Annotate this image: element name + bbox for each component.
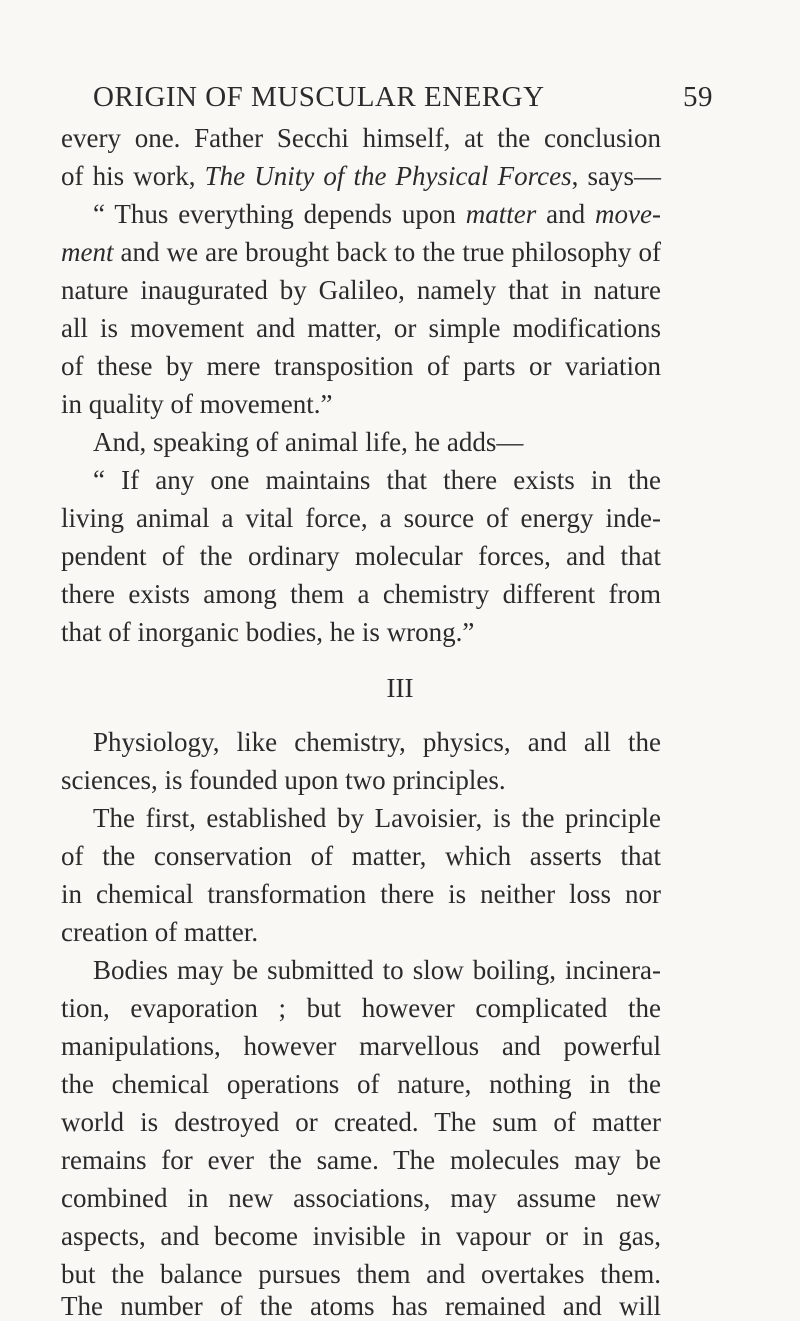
text-line: Physiology, like chemistry, physics, and all the	[93, 727, 661, 757]
text-line: of these by mere transposition of parts or variation	[61, 351, 661, 381]
text-line-with-italics: ment and we are brought back to the true philosophy of	[61, 237, 661, 267]
text-line: in chemical transformation there is neither loss nor	[61, 879, 661, 909]
italic-matter: matter	[465, 199, 537, 229]
text-line: sciences, is founded upon two principles.	[61, 765, 506, 795]
text-line-with-italic-title: of his work, The Unity of the Physical Forces, says—	[61, 161, 661, 191]
text-line: all is movement and matter, or simple modifications	[61, 313, 661, 343]
page-number: 59	[683, 81, 713, 113]
text-line: combined in new associations, may assume new	[61, 1183, 661, 1213]
text-line: nature inaugurated by Galileo, namely that in nature	[61, 275, 661, 305]
text-line: every one. Father Secchi himself, at the conclusion	[61, 123, 661, 153]
italic-ment: ment	[61, 237, 114, 267]
page-header	[93, 72, 713, 122]
running-title: ORIGIN OF MUSCULAR ENERGY	[93, 81, 545, 113]
text-line: there exists among them a chemistry different from	[61, 579, 661, 609]
text-line: aspects, and become invisible in vapour or in gas,	[61, 1221, 661, 1251]
italic-move: move-	[595, 199, 661, 229]
text-line: in quality of movement.”	[61, 389, 333, 419]
text-line: of the conservation of matter, which asserts that	[61, 841, 661, 871]
text-line-with-italics: “ Thus everything depends upon matter and move-	[93, 199, 661, 229]
book-title: The Unity of the Physical Forces	[204, 161, 572, 191]
text-line: The first, established by Lavoisier, is the principle	[93, 803, 661, 833]
text-line: manipulations, however marvellous and powerful	[61, 1031, 661, 1061]
text-line: Bodies may be submitted to slow boiling, incinera-	[93, 955, 661, 985]
text-line: world is destroyed or created. The sum of matter	[61, 1107, 661, 1137]
text-line: “ If any one maintains that there exists in the	[93, 465, 661, 495]
section-heading: III	[386, 673, 414, 703]
text-line: but the balance pursues them and overtakes them.	[61, 1259, 661, 1289]
text-line: that of inorganic bodies, he is wrong.”	[61, 617, 475, 647]
text-line: tion, evaporation ; but however complicated the	[61, 993, 661, 1023]
text-line: living animal a vital force, a source of energy inde-	[61, 503, 661, 533]
text-line: the chemical operations of nature, nothing in the	[61, 1069, 661, 1099]
text-line: The number of the atoms has remained and will	[61, 1291, 661, 1321]
text-line: creation of matter.	[61, 917, 259, 947]
text-line: pendent of the ordinary molecular forces, and that	[61, 541, 661, 571]
text-line: And, speaking of animal life, he adds—	[93, 427, 524, 457]
text-line: remains for ever the same. The molecules may be	[61, 1145, 661, 1175]
